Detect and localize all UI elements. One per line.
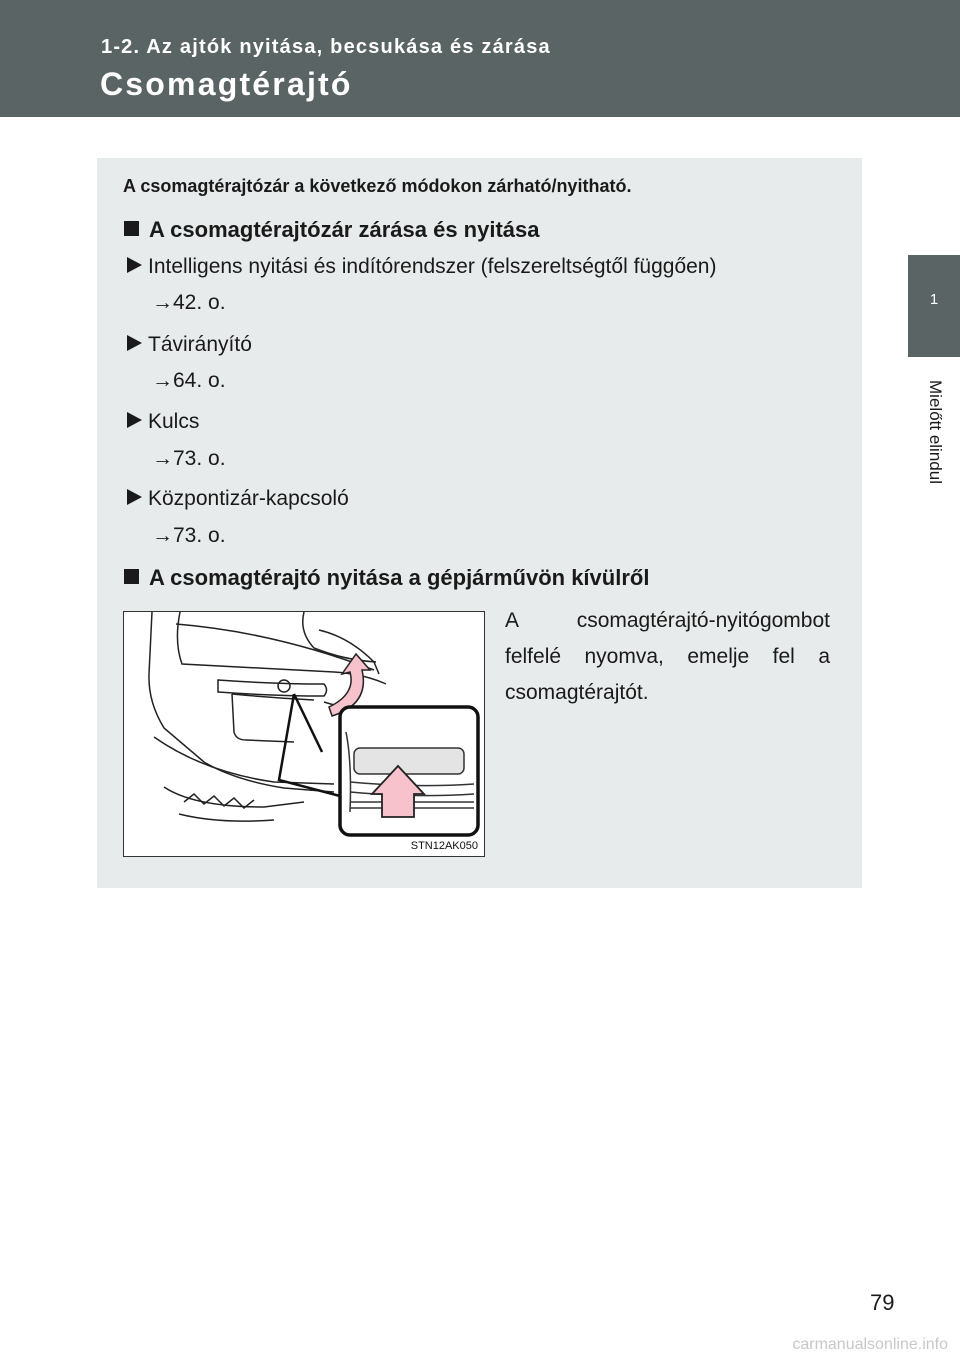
page-reference-link[interactable]: →73. o. bbox=[152, 524, 226, 547]
car-rear-drawing bbox=[124, 612, 485, 857]
list-item bbox=[127, 410, 199, 434]
page-number: 79 bbox=[870, 1290, 895, 1315]
section-heading-lock-unlock bbox=[124, 217, 540, 243]
chapter-number: 1 bbox=[929, 291, 939, 308]
heading-label: A csomagtérajtózár zárása és nyitása bbox=[149, 217, 540, 242]
watermark: carmanualsonline.info bbox=[792, 1336, 948, 1353]
page-reference-link[interactable]: →73. o. bbox=[152, 447, 226, 470]
square-bullet-icon bbox=[124, 569, 139, 584]
triangle-bullet-icon bbox=[127, 489, 142, 505]
page-reference-link[interactable]: →64. o. bbox=[152, 369, 226, 392]
section-title: 1-2. Az ajtók nyitása, becsukása és zárása bbox=[101, 36, 551, 58]
list-item bbox=[127, 255, 716, 279]
triangle-bullet-icon bbox=[127, 257, 142, 273]
figure-description: A csomagtérajtó-nyitógombot felfelé nyomva, emelje fel a csomagtérajtót. bbox=[505, 609, 830, 704]
list-item-label: Intelligens nyitási és indítórendszer (felszereltségtől függően) bbox=[148, 255, 717, 278]
figure-code: STN12AK050 bbox=[410, 840, 478, 852]
list-item bbox=[127, 487, 349, 511]
list-item-label: Kulcs bbox=[148, 410, 200, 433]
page-title: Csomagtérajtó bbox=[100, 66, 353, 102]
page-reference-link[interactable]: →42. o. bbox=[152, 291, 226, 314]
intro-text: A csomagtérajtózár a következő módokon zárható/nyitható. bbox=[123, 176, 632, 196]
triangle-bullet-icon bbox=[127, 412, 142, 428]
chapter-label: Mielőtt elindul bbox=[926, 380, 945, 484]
chapter-tab[interactable] bbox=[908, 255, 960, 357]
list-item-label: Távirányító bbox=[148, 333, 252, 356]
section-heading-outside-open bbox=[124, 565, 649, 591]
back-door-illustration bbox=[123, 611, 485, 857]
list-item bbox=[127, 333, 252, 357]
square-bullet-icon bbox=[124, 221, 139, 236]
heading-label: A csomagtérajtó nyitása a gépjárművön kívülről bbox=[149, 565, 650, 590]
list-item-label: Központizár-kapcsoló bbox=[148, 487, 349, 510]
triangle-bullet-icon bbox=[127, 335, 142, 351]
page-header bbox=[0, 0, 960, 117]
